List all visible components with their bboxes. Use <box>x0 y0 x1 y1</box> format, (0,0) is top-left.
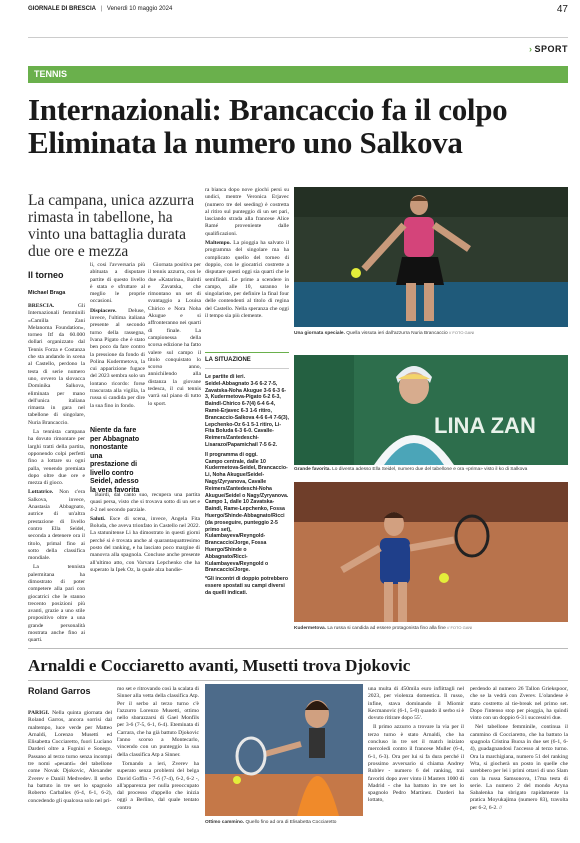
section-label: › SPORT <box>528 44 568 54</box>
photo-4-caption: Ottimo cammino. Quello fino ad ora di Elisabetta Cocciaretto <box>205 820 337 825</box>
second-column-1: PARIGI. Nella quinta giornata del Roland Garros, ancora sorrisi dal maltempo, luce verde per Matteo Arnaldi, Lorenzo Musetti ed Elisabetta Cocciaretto, fuori Luciano Darderi oltre a Fognini e Sonego. Passano al terzo turno senza incompi tre nomi «pesanti» del tabellone come Novak Djokovic, Alexander Zverev e Daniil Medvedev. Il serbo ha battuto in tre set lo spagnolo Roberto Carballes (6-4, 6-1, 6-2), concedendo gli qualcosa solo nel pri- <box>28 710 112 804</box>
main-headline <box>28 93 568 159</box>
issue-date: Venerdì 10 maggio 2024 <box>106 6 173 12</box>
photo-2-caption: Grande favorita. Lo diventa adesso Ella Seidel, numero due del tabellone e ora «prima» visto il ko di Salkova <box>294 467 528 472</box>
situation-divider <box>205 368 289 369</box>
publication-name: GIORNALE DI BRESCIA <box>28 6 97 12</box>
situation-title: LA SITUAZIONE <box>205 357 251 363</box>
photo-kudermetova <box>294 482 568 622</box>
photo-seidel <box>294 355 568 465</box>
banner-text: LINA ZAN <box>434 413 536 438</box>
page-number: 47 <box>556 4 568 15</box>
torneo-label: Il torneo <box>28 270 64 280</box>
second-column-4: perdendo al numero 26 Tallon Griekspoor, che se la vedrà con Zverev. L'olandese è stato costretto al tie-break nel primo set. Dopo l'intenso stop per pioggia, ha quindi vinto con un doppio 6-3 i successivi due. Nel tabellone femminile, continua il cammino di Cocciaretto, che ha battuto la spagnola Cristina Bucsa in due set (6-1, 6-4), guadagnandosi l'accesso al terzo turno. Ora la marchigiana, numero 51 del ranking Wta, si giocherà un posto in quelle che sarebbero per lei i primi ottavi di uno Slam con la russa Samsonova, 17ma testa di serie. La numero 2 del mondo Aryna Sabalenka ha sbrigato rapidamente la pratica Moyukajima (numero 83), travolta per 6-2, 6-2. // <box>470 686 568 811</box>
second-headline: Arnaldi e Cocciaretto avanti, Musetti trova Djokovic <box>28 656 411 675</box>
roland-garros-label: Roland Garros <box>28 686 91 696</box>
article-column-3: ra bianca dopo nove giochi persi su undici, mentre Veronica Erjavec (numero tre del seeding) è costretta al ritiro sul punteggio di un set pari, lasciando strada alla francese Alice Ramé proveniente dalle qualificazioni. Maltempo. La pioggia ha salvato il programma del singolare ma ha complicato quello del torneo di doppio, con le giocatrici costrette a disputare questi oggi sia quarti che le semifinali. Le prime a scendere in campo, alle 10, saranno le singolariste, per definire la final four delle contendenti al titolo di regina del Castello. Nella speranza che oggi il tempo sia più clemente. <box>205 187 289 320</box>
article-column-2b: Giornata positiva per il tennis azzurra, con le due «Katarina», Bairdi e Zavatska, che rimontano un set di svantaggio a Louisa Chirico e Nora Noha Akugue e si affronteranno nei quarti di finale. La campionessa della scorsa edizione ha fatto valere sul campo il titolo conquistato lo scorso anno, annichilendo alla distanza la giovane tedesca, il cui tennis varrà sul piano di tutto lo sport. <box>148 262 201 407</box>
article-divider <box>28 648 568 649</box>
situation-box: Le partite di ieri. Seidel-Abbagnato 3-6 6-2 7-5, Zavatska-Noha Akugue 3-6 6-3 6-3, Kudermetova-Pigato 6-2 6-3, Baindl-Chirico 6-7(4) 6-4 6-4, Ramè-Erjavec 6-3 1-6 ritiro, Brancaccio-Salkova 4-6 6-4 7-6(3), Lepchenko-Oz 6-1 5-1 ritiro, Li-Fita Boluda 6-3 6-0. Cavalle-Reimers/Zantedeschi-Lisarazo/Papamichail 7-5 6-2. Il programma di oggi. Campo centrale, dalle 10 Kudermetova-Seidel, Brancaccio-Li, Noha Akugue/Seidel-Nagy/Zyryanova, Cavalle Reimers/Zantedeschi-Noha Akugue/Seidel o Nagy/Zyryanova. Campo 1, dalle 10 Zavatska-Baindl, Rame-Lepchenko, Fossa Huergo/Shinde-Abbagnato/Ricci (da proseguire, punteggio 2-5 primo set), Kulambayeva/Reyngold-Brancaccio/Jorge, Fossa Huergo/Shinde o Abbagnato/Ricci-Kulambayeva/Reyngold o Brancaccio/Jorge. *Gli incontri di doppio potrebbero essere spostati su campi diversi da quelli indicati. <box>205 374 289 596</box>
masthead-bar: GIORNALE DI BRESCIA | Venerdì 10 maggio 2024 47 <box>28 4 568 15</box>
band-label: TENNIS <box>34 69 68 79</box>
byline: Michael Braga <box>28 290 66 296</box>
article-column-1: BRESCIA. Gli Internazionali femminili «Camilla Zani Melanoma Foundation», torneo Itf da 60.000 dollari organizzato dal Tennis Forza e Costanza che sta andando in scena al Castello, perdono la testa di serie numero uno, ovvero la slovacca Dominika Salkova, eliminata per mano dell'unica italiana rimasta in gara nel tabellone di singolare, Nuria Brancaccio. La tennista campana ha dovuto rimontare per larghi tratti della partita, opponendo colpi perfetti fino a lottare su ogni palla, venendo premiata dopo oltre due ore e mezza di gioco. Lottatrice. Non c'era Salkova, invece, Anastasia Abbagnato, autrice di un'altra prestazione di livello contro Ella Seidel, seconda a detenere ora il titolo, primal fino ai sotto della classifica mondiale. La tennista palermitana ha dimostrato di poter competere alla pari con giocatrici che le stanno trecento posizioni più avanti, grazie a uno stile propositivo oltre a una grande personalità mostrata anche fino ai quarti. <box>28 303 85 643</box>
subheadline: La campana, unica azzurra rimasta in tabellone, ha vinto una battaglia durata due ore e mezza <box>28 192 195 260</box>
second-rule <box>28 680 568 681</box>
article-column-2-bottom: Bairdi, dal canto suo, recupera una partita quasi persa, visto che si trovava sotto di un set e 4-2 nel secondo parziale. Saluti. Esce di scena, invece, Angela Fita Boluda, che aveva trionfato in Castello nel 2022. La statunitense Li ha dimostrato in questi giorni perché si è trovata anche al quarantaquattresimo posto del ranking, e ha lasciato poco margine di manovra alla spagnola. Concluse anche presente all'ultimo atto, con Varvara Lepchenko che ha superato la Ipek Oz, la quale alza bandie- <box>90 492 200 573</box>
second-column-2: mo set e ritrovando così la scalata di Sinner alla vetta della classifica Atp. Per il serbo al terzo turno c'è l'azzurro Lorenzo Musetti, ottimo nello sbarazzarsi di Gael Monfils per 3-6 (7-5, 6-1, 6-4). Eteminata di Carrara, che ha già battuto Djokovic l'anno scorso a Montecarlo, vincendo con un punteggio la sua della classifica Atp a Sinner. Tornando a ieri, Zverev ha superato senza problemi del belga David Goffin - 7-6 (7-4), 6-2, 6-2 -, all'apparenza per nulla preoccupato dal processo d'appello che inizia oggi a Berlino, dal quale tentato contro <box>117 686 199 811</box>
second-column-3: una multa di 450mila euro inflittagli nel 2023, per violenza domestica. Il russo, infine, stava dominando il Miomir Kecmanovic (6-1, 5-0) quando il serbo si è dovuto ritirare dopo 55'. Il primo azzurro a trovare la via per il terzo turno è stato Arnaldi, che ha concluso in tre set il match iniziato mercoledì contro il francese Muller (6-4, 6-1, 6-3). Ora per lui si fa dura perché il prossimo avversario si chiama Andrey Rublev - numero 6 del ranking, trai favoriti dopo aver vinto il Masters 1000 di Madrid - che ha battuto in tre set lo spagnolo Pedro Martinez. Darderi ha lottato, <box>368 686 464 804</box>
pull-quote: Niente da fare per Abbagnato nonostante una prestazione di livello contro Seidel, adesso la vera favorita <box>90 427 140 494</box>
photo-1-caption: Una giornata speciale. Quella vissuta ieri dall'azzurra Nuria Brancaccio // FOTO GANI <box>294 330 475 336</box>
section-band <box>28 66 568 83</box>
top-rule <box>28 37 568 38</box>
photo-cocciaretto <box>205 684 363 816</box>
chevron-right-icon: › <box>528 44 533 54</box>
situation-rule <box>205 352 289 353</box>
photo-brancaccio <box>294 187 568 327</box>
headline-line-1: Internazionali: Brancaccio fa il colpo <box>28 92 508 127</box>
photo-3-caption: Kudermetova. La russa si candida ad essere protagonista fino alla fine // FOTO GANI <box>294 625 473 631</box>
headline-line-2: Eliminata la numero uno Salkova <box>28 125 463 160</box>
article-column-2-top: li, cosi l'avversaria più abituata a disputare partite di questo livello è stata e sfruttare al meglio le proprie occasioni. Dispiacere. Deluse, invece, l'ultima italiana presente al secondo turno della rassegna, Ivana Pigato che è stato ben poco da fare contro la pressione da fondo di Polina Kudermetova, la cui apparizione fugace del 2023 sembra solo un lontano ricordo: forse trascurata alla vigilia, la russa si candida per dire la sua fino in fondo. <box>90 262 145 409</box>
